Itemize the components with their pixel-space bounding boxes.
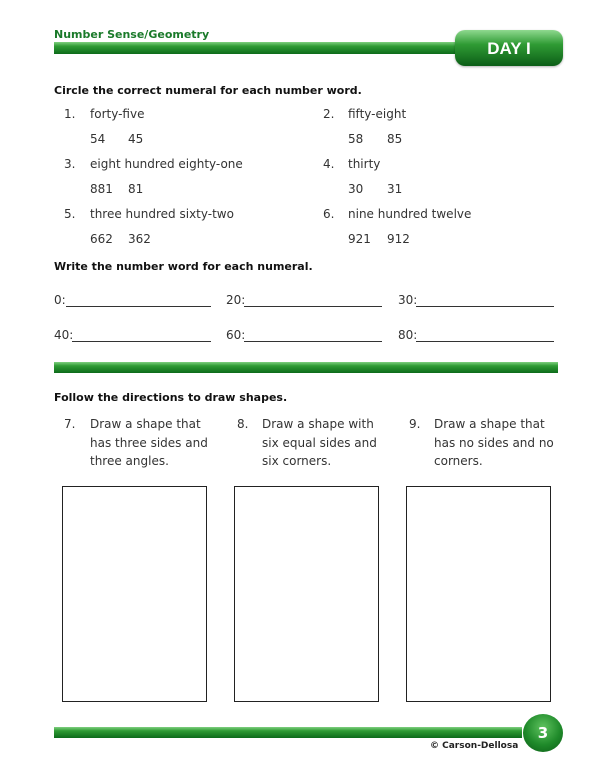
answer-line[interactable] — [416, 341, 554, 342]
footer-bar — [54, 727, 522, 738]
day-label: DAY I — [487, 39, 531, 58]
answer-line[interactable] — [72, 341, 211, 342]
item-number: 9. — [409, 417, 421, 431]
direction-line: corners. — [434, 454, 483, 468]
header-bar — [54, 42, 514, 54]
numeral-option[interactable]: 30 — [348, 182, 364, 196]
drawing-box[interactable] — [62, 486, 207, 702]
direction-line: has no sides and no — [434, 435, 554, 450]
page-number: 3 — [537, 724, 549, 742]
direction-line: Draw a shape that — [434, 417, 545, 431]
number-word: three hundred sixty-two — [90, 207, 234, 221]
number-word: forty-five — [90, 107, 145, 121]
part2-heading: Write the number word for each numeral. — [54, 260, 313, 273]
direction-line: six equal sides and — [262, 435, 377, 450]
answer-line[interactable] — [66, 306, 211, 307]
numeral-label: 0: — [54, 293, 66, 307]
item-number: 7. — [64, 417, 76, 431]
numeral-label: 20: — [226, 293, 246, 307]
numeral-option[interactable]: 54 — [90, 132, 106, 146]
numeral-option[interactable]: 85 — [387, 132, 403, 146]
numeral-option[interactable]: 45 — [128, 132, 144, 146]
direction-line: Draw a shape with — [262, 417, 374, 431]
numeral-option[interactable]: 662 — [90, 232, 113, 246]
numeral-label: 60: — [226, 328, 246, 342]
drawing-box[interactable] — [234, 486, 379, 702]
part3-heading: Follow the directions to draw shapes. — [54, 391, 288, 404]
number-word: fifty-eight — [348, 107, 407, 121]
numeral-option[interactable]: 881 — [90, 182, 113, 196]
numeral-option[interactable]: 921 — [348, 232, 371, 246]
section-divider — [54, 362, 558, 373]
direction-line: Draw a shape that — [90, 417, 201, 431]
item-number: 5. — [64, 207, 76, 221]
drawing-box[interactable] — [406, 486, 551, 702]
part1-heading: Circle the correct numeral for each number word. — [54, 84, 362, 97]
shape-directions — [434, 415, 564, 471]
numeral-label: 30: — [398, 293, 418, 307]
item-number: 1. — [64, 107, 76, 121]
numeral-label: 80: — [398, 328, 418, 342]
answer-line[interactable] — [244, 341, 382, 342]
numeral-label: 40: — [54, 328, 74, 342]
section-title: Number Sense/Geometry — [54, 28, 210, 41]
numeral-option[interactable]: 31 — [387, 182, 403, 196]
numeral-option[interactable]: 58 — [348, 132, 364, 146]
direction-line: has three sides and — [90, 435, 208, 450]
direction-line: three angles. — [90, 454, 169, 468]
number-word: nine hundred twelve — [348, 207, 472, 221]
item-number: 3. — [64, 157, 76, 171]
direction-line: six corners. — [262, 454, 332, 468]
shape-directions — [90, 415, 220, 471]
copyright: © Carson-Dellosa — [430, 741, 519, 751]
answer-line[interactable] — [416, 306, 554, 307]
number-word: thirty — [348, 157, 381, 171]
number-word: eight hundred eighty-one — [90, 157, 243, 171]
item-number: 4. — [323, 157, 335, 171]
answer-line[interactable] — [244, 306, 382, 307]
numeral-option[interactable]: 81 — [128, 182, 144, 196]
numeral-option[interactable]: 912 — [387, 232, 410, 246]
numeral-option[interactable]: 362 — [128, 232, 151, 246]
shape-directions — [262, 415, 392, 471]
item-number: 6. — [323, 207, 335, 221]
item-number: 2. — [323, 107, 335, 121]
item-number: 8. — [237, 417, 249, 431]
